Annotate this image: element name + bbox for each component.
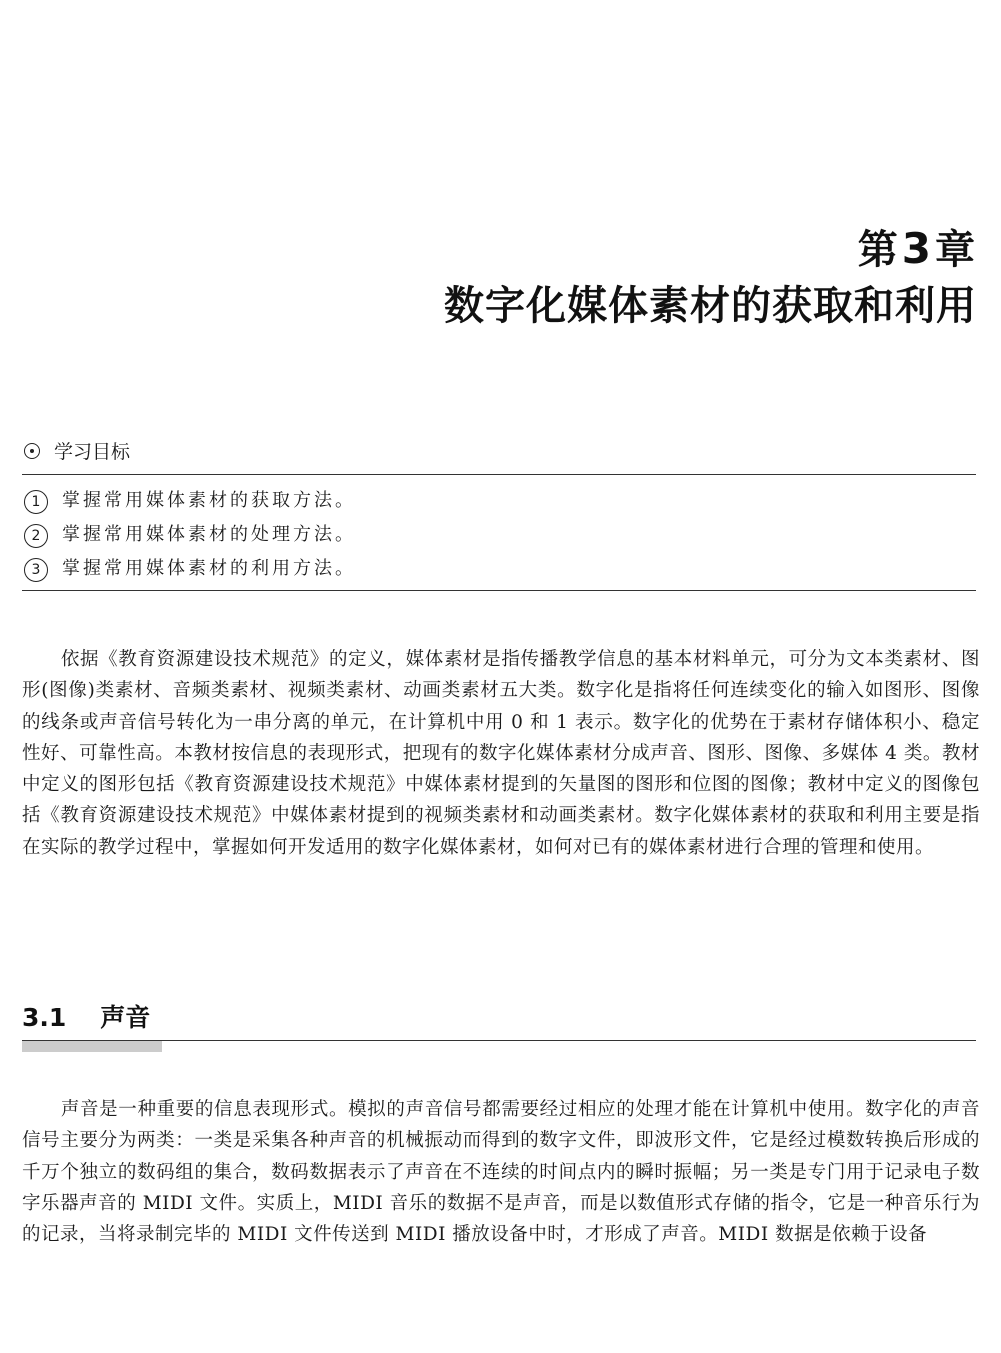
objective-item [24, 484, 356, 518]
section-rule [22, 1040, 976, 1041]
chapter-label-suffix: 章 [935, 227, 977, 273]
section-title: 声音 [100, 1003, 151, 1032]
chapter-label [444, 226, 977, 273]
objective-item [24, 518, 356, 552]
chapter-number: 3 [901, 224, 933, 273]
target-bullet-icon [24, 443, 40, 459]
objectives-header [24, 438, 130, 466]
intro-paragraph: 依据《教育资源建设技术规范》的定义，媒体素材是指传播教学信息的基本材料单元，可分为文本类素材、图形(图像)类素材、音频类素材、视频类素材、动画类素材五大类。数字化是指将任何连续变化的输入如图形、图像的线条或声音信号转化为一串分离的单元，在计算机中用 0 和 1 表示。数字化的优势在于素材存储体积小、稳定性好、可靠性高。本教材按信息的表现形式，把现有的数字化媒体素材分成声音、图形、图像、多媒体 4 类。教材中定义的图形包括《教育资源建设技术规范》中媒体素材提到的矢量图的图形和位图的图像；教材中定义的图像包括《教育资源建设技术规范》中媒体素材提到的视频类素材和动画类素材。数字化媒体素材的获取和利用主要是指在实际的教学过程中，掌握如何开发适用的数字化媒体素材，如何对已有的媒体素材进行合理的管理和使用。 [22, 649, 980, 858]
section-number: 3.1 [22, 1003, 67, 1032]
section-accent-bar [22, 1040, 162, 1052]
objective-number-marker: 3 [24, 558, 48, 582]
objectives-top-rule [22, 474, 976, 475]
objective-item [24, 552, 356, 586]
objectives-list [24, 484, 356, 586]
section-paragraph: 声音是一种重要的信息表现形式。模拟的声音信号都需要经过相应的处理才能在计算机中使用。数字化的声音信号主要分为两类：一类是采集各种声音的机械振动而得到的数字文件，即波形文件，它是经过模数转换后形成的千万个独立的数码组的集合，数码数据表示了声音在不连续的时间点内的瞬时振幅；另一类是专门用于记录电子数字乐器声音的 MIDI 文件。实质上，MIDI 音乐的数据不是声音，而是以数值形式存储的指令，它是一种音乐行为的记录，当将录制完毕的 MIDI 文件传送到 MIDI 播放设备中时，才形成了声音。MIDI 数据是依赖于设备 [22, 1099, 980, 1246]
objective-number-marker: 1 [24, 490, 48, 514]
objectives-header-label: 学习目标 [54, 441, 131, 463]
chapter-heading [444, 226, 977, 331]
objective-text: 掌握常用媒体素材的处理方法。 [62, 524, 356, 545]
section-heading [22, 1000, 150, 1036]
chapter-label-prefix: 第 [857, 227, 900, 273]
objectives-bottom-rule [22, 590, 976, 591]
objective-text: 掌握常用媒体素材的获取方法。 [62, 490, 356, 511]
objective-number-marker: 2 [24, 524, 48, 548]
chapter-title: 数字化媒体素材的获取和利用 [444, 283, 977, 329]
objective-text: 掌握常用媒体素材的利用方法。 [62, 558, 356, 579]
